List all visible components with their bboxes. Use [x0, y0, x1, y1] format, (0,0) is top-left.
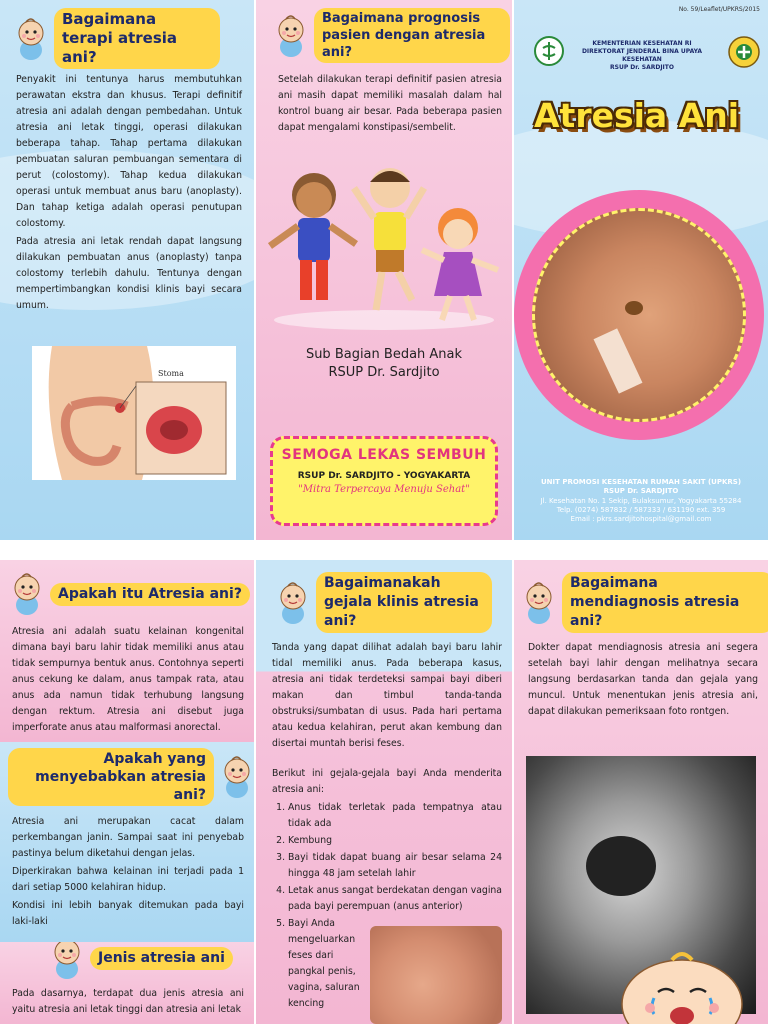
gejala-heading	[276, 572, 492, 633]
diagnosis-title: Bagaimana mendiagnosis atresia ani?	[562, 572, 768, 633]
panel-gejala	[256, 560, 512, 1024]
apakah-heading	[10, 572, 250, 616]
panel-penyebab	[0, 742, 254, 942]
baby-mascot-icon	[50, 942, 84, 980]
baby-mascot-icon	[14, 17, 48, 61]
baby-mascot-icon	[10, 572, 44, 616]
panel-jenis	[0, 942, 254, 1024]
address-line-3: Email : pkrs.sardjitohospital@gmail.com	[570, 515, 712, 523]
jenis-heading	[50, 942, 233, 980]
address-line-2: Telp. (0274) 587832 / 587333 / 631190 ext. 359	[556, 506, 726, 514]
ministry-line-2: DIREKTORAT JENDERAL BINA UPAYA KESEHATAN	[581, 48, 703, 63]
penyebab-paragraph-3: Kondisi ini lebih banyak ditemukan pada bayi laki-laki	[12, 900, 244, 927]
ministry-line-3: RSUP Dr. SARDJITO	[610, 64, 674, 71]
semoga-motto: "Mitra Terpercaya Menuju Sehat"	[298, 484, 470, 495]
panel-cover	[514, 0, 768, 540]
unit-line-2: RSUP Dr. SARDJITO	[603, 487, 679, 495]
unit-line-1: UNIT PROMOSI KESEHATAN RUMAH SAKIT (UPKRS)	[540, 478, 742, 486]
jenis-text	[12, 986, 244, 1020]
semoga-box	[270, 436, 498, 526]
prognosis-text	[278, 72, 502, 138]
credit-line-1: Sub Bagian Bedah Anak	[305, 347, 463, 362]
panel-apakah	[0, 560, 254, 742]
penyebab-heading	[8, 748, 254, 806]
apakah-text	[12, 624, 244, 738]
baby-mascot-icon	[522, 581, 556, 625]
semoga-title: SEMOGA LEKAS SEMBUH	[281, 447, 487, 463]
penyebab-title	[8, 748, 214, 806]
gejala-intro: Berikut ini gejala-gejala bayi Anda menderita atresia ani:	[272, 768, 502, 795]
cover-baby-photo	[532, 208, 746, 422]
panel-prognosis	[256, 0, 512, 540]
terapi-text	[16, 72, 242, 316]
terapi-paragraph-1: Penyakit ini tentunya harus membutuhkan perawatan ekstra dan khusus. Terapi definitif atresia ani adalah dengan pembedahan. Untuk atresia ani letak tinggi, operasi dilakukan beberapa tahap. Tahap pertama dilakukan pembuatan saluran pembuangan sementara di perut (colostomy). Tahap kedua dilakukan operasi untuk membuat anus baru (anoplasty). Dan tahap ketiga adalah operasi penutupan colostomy.	[16, 74, 242, 229]
baby-mascot-icon	[276, 581, 310, 625]
jenis-title: Jenis atresia ani	[90, 947, 233, 970]
baby-mascot-icon	[274, 14, 308, 58]
ministry-logo-icon	[534, 36, 564, 66]
prognosis-heading	[274, 8, 510, 63]
terapi-paragraph-2: Pada atresia ani letak rendah dapat langsung dilakukan pembuatan anus (anoplasty) tanpa colostomy terlebih dahulu. Tentunya dengan mempertimbangkan kondisi klinis bayi secara umum.	[16, 236, 242, 311]
credit-block	[256, 346, 512, 382]
apakah-paragraph: Atresia ani adalah suatu kelainan kongenital dimana bayi baru lahir tidak memiliki anus atau tidak sempurnya bentuk anus. Contohnya seperti anus cekung ke dalam, anus tampak rata, atau anus ada namun tidak terhubung langsung dengan rektum. Atresia ani disebut juga imperforate anus atau malformasi anorectal.	[12, 626, 244, 733]
unit-block	[514, 478, 768, 496]
apakah-title: Apakah itu Atresia ani?	[50, 583, 250, 606]
terapi-title: Bagaimana terapi atresia ani?	[54, 8, 220, 69]
list-item: 3. Bayi tidak dapat buang air besar selama 24 hingga 48 jam setelah lahir	[288, 850, 502, 882]
gejala-title: Bagaimanakah gejala klinis atresia ani?	[316, 572, 492, 633]
prognosis-paragraph: Setelah dilakukan terapi definitif pasien atresia ani masih dapat memiliki masalah dalam hal kontrol buang air besar. Pada beberapa pasien dapat mengalami konstipasi/sembelit.	[278, 74, 502, 133]
gejala-paragraph: Tanda yang dapat dilihat adalah bayi baru lahir tidal memiliki anus. Pada beberapa kasus, atresia ani tidak terdeteksi sampai bayi diberi makan dan timbul tanda-tanda obstruksi/sumbatan di usus. Pada hari pertama atau kedua kelahiran, perut akan kembung dan disertai muntah berisi feses.	[272, 642, 502, 749]
penyebab-paragraph-2: Diperkirakan bahwa kelainan ini terjadi pada 1 dari setiap 5000 kelahiran hidup.	[12, 866, 244, 893]
penyebab-title-line-2: menyebabkan atresia ani?	[35, 769, 206, 803]
penyebab-paragraph-1: Atresia ani merupakan cacat dalam perkembangan janin. Sampai saat ini penyebab pastinya belum diketahui dengan jelas.	[12, 816, 244, 859]
cover-photo-frame	[514, 190, 764, 440]
list-item: 5. Bayi Anda mengeluarkan feses dari pangkal penis, vagina, saluran kencing	[288, 916, 368, 1012]
diagnosis-paragraph: Dokter dapat mendiagnosis atresia ani segera setelah bayi lahir dengan melihatnya secara langsung berdasarkan tanda dan gejala yang muncul. Untuk menentukan jenis atresia ani, dapat dilakukan pemeriksaan foto rontgen.	[528, 642, 758, 717]
panel-diagnosis	[514, 560, 768, 1024]
penyebab-title-line-1: Apakah yang	[103, 751, 206, 767]
list-item: 2. Kembung	[288, 833, 502, 849]
symptom-photo	[370, 926, 502, 1024]
leaflet-number: No. 59/Leaflet/UPKRS/2015	[678, 6, 760, 13]
sardjito-logo-icon	[728, 36, 760, 68]
semoga-rs: RSUP Dr. SARDJITO - YOGYAKARTA	[297, 471, 471, 481]
ministry-block	[562, 40, 722, 72]
diagnosis-heading	[522, 572, 768, 633]
list-item: 4. Letak anus sangat berdekatan dengan vagina pada bayi perempuan (anus anterior)	[288, 883, 502, 915]
address-block	[514, 497, 768, 524]
diagnosis-text	[528, 640, 758, 722]
penyebab-text	[12, 814, 244, 932]
cover-title: Atresia Ani	[534, 96, 740, 135]
jenis-paragraph: Pada dasarnya, terdapat dua jenis atresia ani yaitu atresia ani letak tinggi dan atresia ani letak	[12, 988, 244, 1015]
children-illustration	[262, 160, 506, 332]
terapi-heading	[14, 8, 220, 69]
ministry-line-1: KEMENTERIAN KESEHATAN RI	[592, 40, 692, 47]
stoma-label: Stoma	[158, 369, 184, 378]
baby-mascot-icon	[220, 755, 254, 799]
address-line-1: Jl. Kesehatan No. 1 Sekip, Bulaksumur, Yogyakarta 55284	[540, 497, 742, 505]
gejala-text	[272, 640, 502, 754]
credit-line-2: RSUP Dr. Sardjito	[328, 365, 440, 380]
panel-terapi	[0, 0, 254, 540]
stoma-illustration	[32, 346, 236, 480]
list-item: 1. Anus tidak terletak pada tempatnya atau tidak ada	[288, 800, 502, 832]
prognosis-title: Bagaimana prognosis pasien dengan atresia ani?	[314, 8, 510, 63]
crying-baby-icon	[592, 934, 768, 1024]
